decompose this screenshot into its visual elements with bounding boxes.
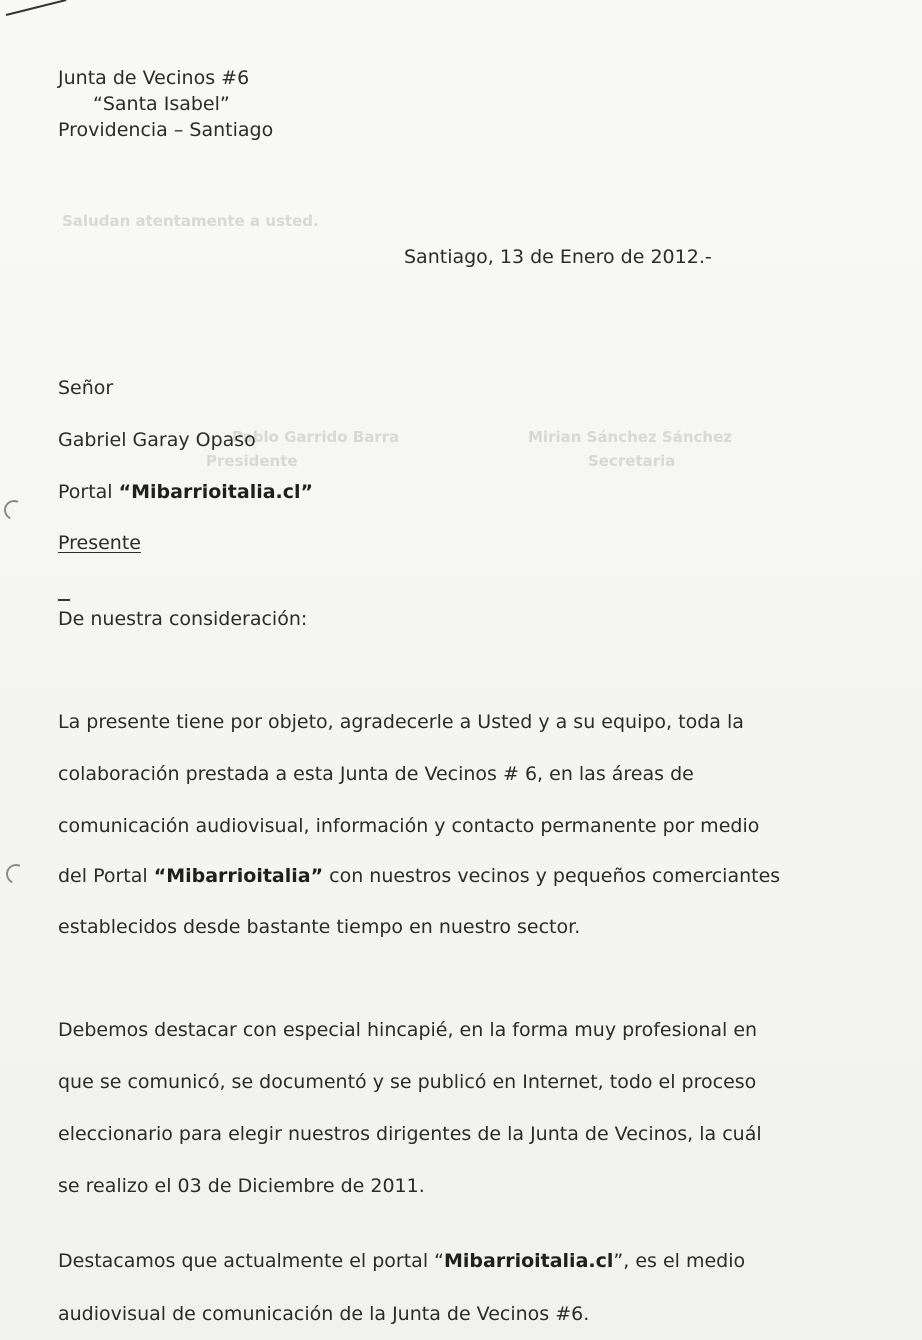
bleed-through-left-signature-name: Pablo Garrido Barra [232, 428, 400, 446]
punch-hole-top [1, 497, 27, 523]
punch-hole-bottom [3, 861, 29, 887]
org-location: Providencia – Santiago [58, 119, 274, 141]
paragraph1-line2: colaboración prestada a esta Junta de Vecinos # 6, en las áreas de [58, 763, 694, 785]
org-subtitle: “Santa Isabel” [93, 93, 230, 115]
org-name: Junta de Vecinos #6 [58, 67, 250, 89]
paragraph3-line1-suffix: ”, es el medio [613, 1250, 746, 1272]
recipient-portal [58, 480, 313, 504]
paragraph1-line4-suffix: con nuestros vecinos y pequeños comerciantes [323, 865, 781, 887]
paragraph3-line1 [58, 1249, 745, 1273]
bleed-through-left-signature-title: Presidente [206, 452, 298, 470]
paragraph3-portal-name: Mibarrioitalia.cl [443, 1250, 614, 1272]
paragraph1-line4 [58, 864, 780, 888]
paragraph3-line2: audiovisual de comunicación de la Junta de Vecinos #6. [58, 1303, 590, 1325]
letter-date: Santiago, 13 de Enero de 2012.- [404, 246, 712, 268]
greeting: De nuestra consideración: [58, 608, 308, 630]
paragraph1-portal-name: “Mibarrioitalia” [153, 865, 324, 887]
paragraph1-line1: La presente tiene por objeto, agradecerle a Usted y a su equipo, toda la [58, 711, 744, 733]
recipient-name: Gabriel Garay Opaso [58, 429, 256, 451]
recipient-portal-prefix: Portal [58, 481, 119, 503]
bleed-through-right-signature-title: Secretaria [588, 452, 676, 470]
bleed-through-right-signature-name: Mirian Sánchez Sánchez [528, 428, 733, 446]
paragraph2-line4: se realizo el 03 de Diciembre de 2011. [58, 1175, 425, 1197]
paragraph2-line1: Debemos destacar con especial hincapié, en la forma muy profesional en [58, 1019, 758, 1041]
paragraph2-line2: que se comunicó, se documentó y se publicó en Internet, todo el proceso [58, 1071, 757, 1093]
recipient-salutation: Señor [58, 377, 114, 399]
stray-dash-mark [58, 599, 70, 601]
recipient-portal-name: “Mibarrioitalia.cl” [118, 481, 314, 503]
pen-stroke-mark [6, 0, 67, 16]
paragraph2-line3: eleccionario para elegir nuestros dirigentes de la Junta de Vecinos, la cuál [58, 1123, 762, 1145]
paragraph1-line3: comunicación audiovisual, información y contacto permanente por medio [58, 815, 760, 837]
paragraph3-line1-prefix: Destacamos que actualmente el portal “ [58, 1250, 444, 1272]
paragraph1-line5: establecidos desde bastante tiempo en nuestro sector. [58, 916, 581, 938]
bleed-through-closing: Saludan atentamente a usted. [62, 212, 319, 230]
paragraph1-line4-prefix: del Portal [58, 865, 154, 887]
recipient-presente: Presente [58, 532, 141, 554]
